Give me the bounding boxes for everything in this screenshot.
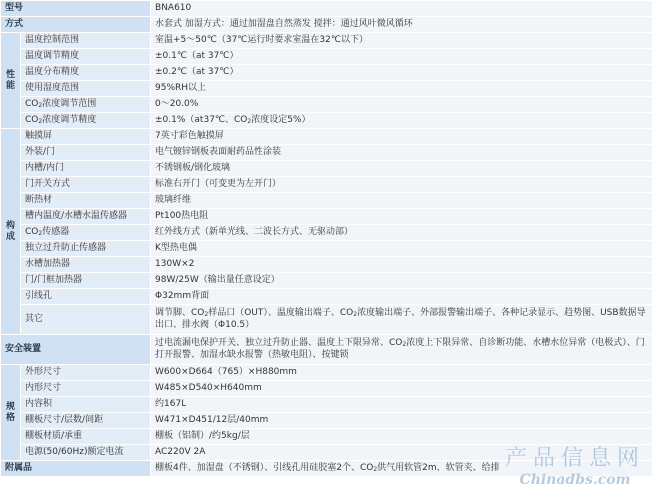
table-row	[1, 177, 653, 193]
row-value: K型热电偶	[151, 241, 653, 257]
group-performance: 性能	[1, 33, 21, 129]
row-value: W600×D664（765）×H880mm	[151, 365, 653, 381]
row-value: 棚板（铝制）/约5kg/层	[151, 429, 653, 445]
table-row	[1, 81, 653, 97]
group-construction: 构成	[1, 129, 21, 335]
row-label: 外装/门	[21, 145, 151, 161]
table-row	[1, 129, 653, 145]
row-label: 棚板材质/承重	[21, 429, 151, 445]
row-label: 其它	[21, 305, 151, 335]
row-value: W485×D540×H640mm	[151, 381, 653, 397]
row-value: 不锈钢板/钢化玻璃	[151, 161, 653, 177]
row-value: Pt100热电阻	[151, 209, 653, 225]
row-value: W471×D451/12层/40mm	[151, 413, 653, 429]
row-value: 98W/25W（输出量任意设定）	[151, 273, 653, 289]
row-label: 内形尺寸	[21, 381, 151, 397]
table-row	[1, 273, 653, 289]
row-label: 引线孔	[21, 289, 151, 305]
row-label: 门开关方式	[21, 177, 151, 193]
table-row	[1, 289, 653, 305]
row-value: 玻璃纤维	[151, 193, 653, 209]
row-value: 约167L	[151, 397, 653, 413]
row-value: ±0.2℃（at 37℃）	[151, 65, 653, 81]
accessories-value: 棚板4件、加湿盘（不锈钢）、引线孔用硅胶塞2个、$CO_2$供气用软管2m、软管夹、给排	[151, 461, 653, 477]
watermark-en: Chinadbs.com	[519, 472, 631, 488]
row-label: 门/门框加热器	[21, 273, 151, 289]
table-row	[1, 209, 653, 225]
table-row	[1, 397, 653, 413]
group-specs: 规格	[1, 365, 21, 461]
row-model	[1, 1, 653, 17]
row-value: 0～20.0%	[151, 97, 653, 113]
table-row	[1, 65, 653, 81]
row-label: 水槽加热器	[21, 257, 151, 273]
row-value: AC220V 2A	[151, 445, 653, 461]
row-label: 触摸屏	[21, 129, 151, 145]
safety-label: 安全装置	[1, 335, 151, 365]
row-value: 95%RH以上	[151, 81, 653, 97]
row-value: 7英寸彩色触摸屏	[151, 129, 653, 145]
table-row	[1, 97, 653, 113]
row-label: $CO_2$浓度调节范围	[21, 97, 151, 113]
watermark-cn: 产品信息网	[504, 446, 645, 471]
table-row	[1, 365, 653, 381]
table-row	[1, 145, 653, 161]
row-value: 室温+5～50℃（37℃运行时要求室温在32℃以下）	[151, 33, 653, 49]
row-value: 电气镀锌钢板表面耐药品性涂装	[151, 145, 653, 161]
table-row	[1, 193, 653, 209]
table-row	[1, 305, 653, 335]
row-label: 棚板尺寸/层数/间距	[21, 413, 151, 429]
row-label: 内容积	[21, 397, 151, 413]
row-label: 电源(50/60Hz)额定电流	[21, 445, 151, 461]
table-row	[1, 241, 653, 257]
table-row	[1, 161, 653, 177]
table-row	[1, 413, 653, 429]
safety-value: 过电流漏电保护开关、独立过升防止器、温度上下限异常、$CO_2$浓度上下限异常、自诊断功能、水槽水位异常（电极式）、门打开报警、加湿水缺水报警（热敏电阻）、按键锁	[151, 335, 653, 365]
table-row	[1, 381, 653, 397]
row-label: 独立过升防止传感器	[21, 241, 151, 257]
accessories-label: 附属品	[1, 461, 151, 477]
row-accessories	[1, 461, 653, 477]
table-row	[1, 33, 653, 49]
row-value: Φ32mm背面	[151, 289, 653, 305]
row-label: 内槽/内门	[21, 161, 151, 177]
row-value: 调节脚、$CO_2$样品口（OUT）、温度输出端子、$CO_2$浓度输出端子、外部报警输出端子、各种记录显示、趋势图、USB数据导出口、排水阀（Φ10.5）	[151, 305, 653, 335]
table-row	[1, 445, 653, 461]
row-value: ±0.1℃（at 37℃）	[151, 49, 653, 65]
table-row	[1, 429, 653, 445]
model-label: 型号	[1, 1, 151, 17]
method-label: 方式	[1, 17, 151, 33]
row-value: 标准右开门（可变更为左开门）	[151, 177, 653, 193]
row-safety	[1, 335, 653, 365]
row-label: $CO_2$浓度调节精度	[21, 113, 151, 129]
row-value: 红外线方式（新单光线、二波长方式、无驱动部）	[151, 225, 653, 241]
row-label: 温度调节精度	[21, 49, 151, 65]
table-row	[1, 49, 653, 65]
row-label: 使用湿度范围	[21, 81, 151, 97]
row-value: ±0.1%（at37℃、$CO_2$浓度设定5%）	[151, 113, 653, 129]
row-label: 断热材	[21, 193, 151, 209]
row-label: 温度分布精度	[21, 65, 151, 81]
row-label: 外形尺寸	[21, 365, 151, 381]
table-row	[1, 225, 653, 241]
table-row	[1, 257, 653, 273]
row-value: 130W×2	[151, 257, 653, 273]
row-label: $CO_2$传感器	[21, 225, 151, 241]
model-value: BNA610	[151, 1, 653, 17]
row-method	[1, 17, 653, 33]
table-row	[1, 113, 653, 129]
row-label: 槽内温度/水槽水温传感器	[21, 209, 151, 225]
row-label: 温度控制范围	[21, 33, 151, 49]
method-value: 水套式 加湿方式：通过加湿盘自然蒸发 搅拌：通过风叶微风循环	[151, 17, 653, 33]
